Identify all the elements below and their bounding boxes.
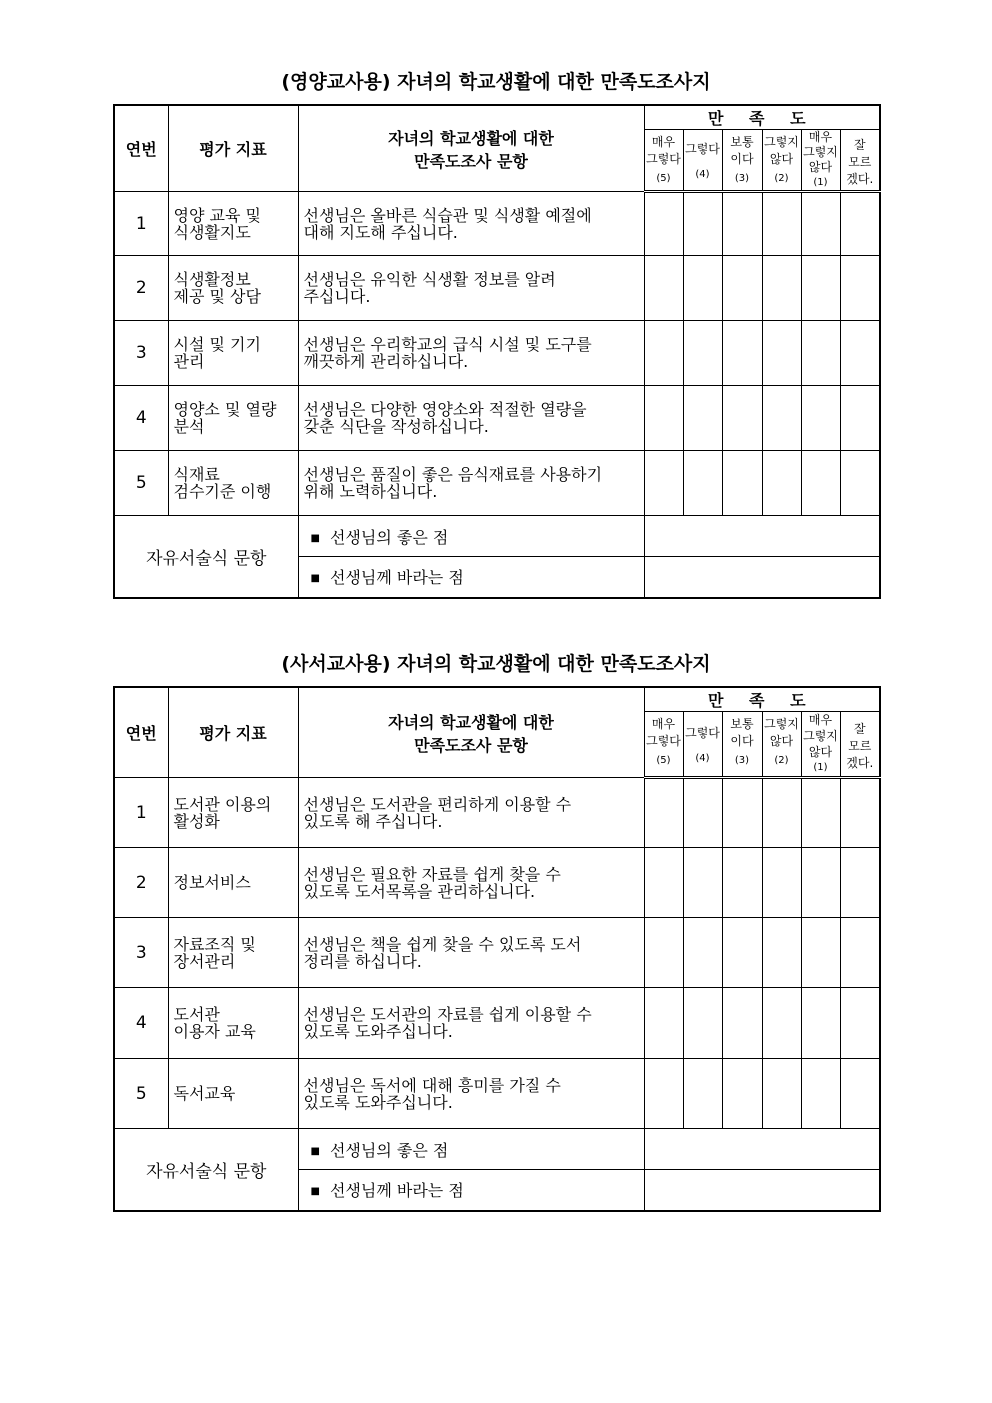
survey-nutrition [113, 104, 879, 599]
scale-option: 그렇지 않다 (2) [762, 712, 801, 778]
answer-cell[interactable] [840, 1059, 880, 1129]
free-item-good: ■ 선생님의 좋은 점 [298, 1129, 644, 1170]
table-row: 5 식재료 검수기준 이행 선생님은 품질이 좋은 음식재료를 사용하기 위해 노력하십니다. [114, 451, 880, 516]
table-row: 3 자료조직 및 장서관리 선생님은 책을 쉽게 찾을 수 있도록 도서 정리를 하십니다. [114, 918, 880, 988]
answer-cell[interactable] [644, 386, 683, 451]
answer-cell[interactable] [801, 256, 840, 321]
answer-cell[interactable] [683, 386, 722, 451]
answer-cell[interactable] [762, 848, 801, 918]
answer-cell[interactable] [683, 451, 722, 516]
table-row: 2 식생활정보 제공 및 상담 선생님은 유익한 식생활 정보를 알려 주십니다. [114, 256, 880, 321]
answer-cell[interactable] [762, 192, 801, 256]
answer-cell[interactable] [762, 386, 801, 451]
answer-cell[interactable] [801, 918, 840, 988]
answer-cell[interactable] [644, 192, 683, 256]
table-row: 2 정보서비스 선생님은 필요한 자료를 쉽게 찾을 수 있도록 도서목록을 관리하십니다. [114, 848, 880, 918]
scale-option: 그렇지 않다 (2) [762, 130, 801, 192]
scale-option: 보통 이다 (3) [722, 712, 762, 778]
scale-option: 매우 그렇다 (5) [644, 130, 683, 192]
answer-cell[interactable] [762, 988, 801, 1059]
answer-cell[interactable] [722, 848, 762, 918]
answer-cell[interactable] [801, 1059, 840, 1129]
answer-cell[interactable] [762, 256, 801, 321]
header-no: 연번 [114, 105, 168, 192]
table-row: 5 독서교육 선생님은 독서에 대해 흥미를 가질 수 있도록 도와주십니다. [114, 1059, 880, 1129]
answer-cell[interactable] [683, 918, 722, 988]
table-row: 4 도서관 이용자 교육 선생님은 도서관의 자료를 쉽게 이용할 수 있도록 도와주십니다. [114, 988, 880, 1059]
table-row: 1 도서관 이용의 활성화 선생님은 도서관을 편리하게 이용할 수 있도록 해 주십니다. [114, 778, 880, 848]
answer-cell[interactable] [644, 988, 683, 1059]
answer-cell[interactable] [722, 451, 762, 516]
free-item-wish: ■ 선생님께 바라는 점 [298, 1170, 644, 1211]
free-answer-good[interactable] [644, 516, 880, 557]
answer-cell[interactable] [801, 192, 840, 256]
free-response-label: 자유서술식 문항 [114, 516, 298, 598]
survey-table [113, 104, 881, 599]
answer-cell[interactable] [762, 451, 801, 516]
scale-option: 잘 모르 겠다. [840, 130, 880, 192]
answer-cell[interactable] [683, 778, 722, 848]
header-question: 자녀의 학교생활에 대한 만족도조사 문항 [298, 687, 644, 778]
answer-cell[interactable] [722, 321, 762, 386]
answer-cell[interactable] [683, 256, 722, 321]
bullet-icon: ■ [310, 1186, 320, 1198]
answer-cell[interactable] [762, 778, 801, 848]
answer-cell[interactable] [801, 778, 840, 848]
answer-cell[interactable] [722, 778, 762, 848]
scale-option: 매우 그렇지 않다 (1) [801, 130, 840, 192]
answer-cell[interactable] [722, 988, 762, 1059]
answer-cell[interactable] [840, 988, 880, 1059]
header-indicator: 평가 지표 [168, 687, 298, 778]
answer-cell[interactable] [801, 988, 840, 1059]
answer-cell[interactable] [683, 988, 722, 1059]
answer-cell[interactable] [762, 918, 801, 988]
answer-cell[interactable] [801, 321, 840, 386]
answer-cell[interactable] [683, 1059, 722, 1129]
bullet-icon: ■ [310, 573, 320, 585]
answer-cell[interactable] [683, 321, 722, 386]
answer-cell[interactable] [644, 451, 683, 516]
scale-option: 매우 그렇다 (5) [644, 712, 683, 778]
answer-cell[interactable] [762, 321, 801, 386]
answer-cell[interactable] [644, 321, 683, 386]
table-row: 4 영양소 및 열량 분석 선생님은 다양한 영양소와 적절한 열량을 갖춘 식단을 작성하십니다. [114, 386, 880, 451]
free-answer-wish[interactable] [644, 1170, 880, 1211]
scale-option: 매우 그렇지 않다 (1) [801, 712, 840, 778]
answer-cell[interactable] [801, 451, 840, 516]
answer-cell[interactable] [722, 1059, 762, 1129]
answer-cell[interactable] [644, 256, 683, 321]
header-indicator: 평가 지표 [168, 105, 298, 192]
answer-cell[interactable] [840, 192, 880, 256]
header-question: 자녀의 학교생활에 대한 만족도조사 문항 [298, 105, 644, 192]
survey-table [113, 686, 881, 1212]
answer-cell[interactable] [644, 848, 683, 918]
scale-option: 잘 모르 겠다. [840, 712, 880, 778]
free-item-good: ■ 선생님의 좋은 점 [298, 516, 644, 557]
answer-cell[interactable] [840, 918, 880, 988]
free-response-label: 자유서술식 문항 [114, 1129, 298, 1211]
survey-title: (영양교사용) 자녀의 학교생활에 대한 만족도조사지 [281, 71, 711, 93]
answer-cell[interactable] [722, 256, 762, 321]
answer-cell[interactable] [644, 918, 683, 988]
answer-cell[interactable] [840, 848, 880, 918]
answer-cell[interactable] [840, 386, 880, 451]
answer-cell[interactable] [840, 778, 880, 848]
answer-cell[interactable] [644, 1059, 683, 1129]
scale-option: 그렇다 (4) [683, 712, 722, 778]
free-answer-wish[interactable] [644, 557, 880, 598]
free-answer-good[interactable] [644, 1129, 880, 1170]
header-scale: 만 족 도 [644, 105, 880, 130]
answer-cell[interactable] [801, 386, 840, 451]
header-scale: 만 족 도 [644, 687, 880, 712]
answer-cell[interactable] [762, 1059, 801, 1129]
answer-cell[interactable] [644, 778, 683, 848]
answer-cell[interactable] [722, 192, 762, 256]
survey-title: (사서교사용) 자녀의 학교생활에 대한 만족도조사지 [281, 653, 711, 675]
free-item-wish: ■ 선생님께 바라는 점 [298, 557, 644, 598]
answer-cell[interactable] [722, 918, 762, 988]
answer-cell[interactable] [683, 192, 722, 256]
bullet-icon: ■ [310, 532, 320, 544]
answer-cell[interactable] [801, 848, 840, 918]
table-row: 3 시설 및 기기 관리 선생님은 우리학교의 급식 시설 및 도구를 깨끗하게 관리하십니다. [114, 321, 880, 386]
survey-librarian [113, 686, 879, 1212]
answer-cell[interactable] [683, 848, 722, 918]
answer-cell[interactable] [840, 256, 880, 321]
scale-option: 그렇다 (4) [683, 130, 722, 192]
bullet-icon: ■ [310, 1145, 320, 1157]
table-row: 1 영양 교육 및 식생활지도 선생님은 올바른 식습관 및 식생활 예절에 대해 지도해 주십니다. [114, 192, 880, 256]
scale-option: 보통 이다 (3) [722, 130, 762, 192]
answer-cell[interactable] [722, 386, 762, 451]
answer-cell[interactable] [840, 451, 880, 516]
answer-cell[interactable] [840, 321, 880, 386]
header-no: 연번 [114, 687, 168, 778]
